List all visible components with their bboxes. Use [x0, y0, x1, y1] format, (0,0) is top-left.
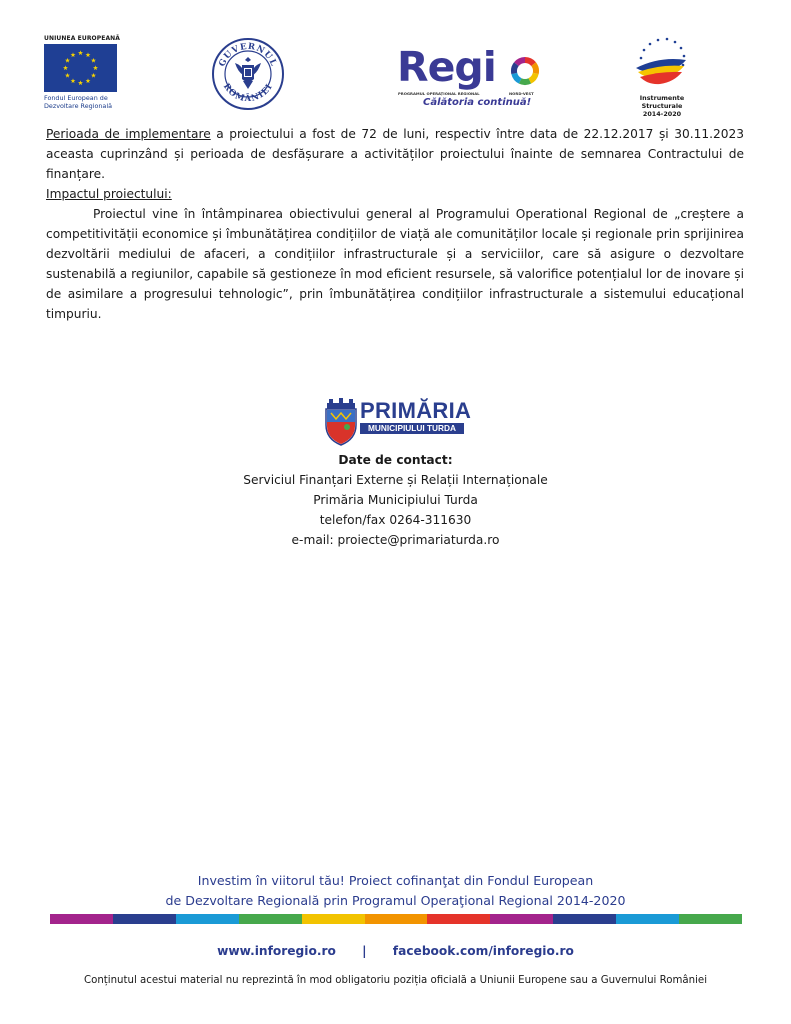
eu-star-icon — [86, 78, 91, 83]
eu-caption — [44, 94, 124, 110]
primaria-title: PRIMĂRIA — [360, 398, 472, 423]
eu-flag-icon — [44, 44, 117, 92]
stripe-segment — [113, 914, 176, 924]
stripe-segment — [490, 914, 553, 924]
instrumente-structurale-logo — [620, 34, 704, 118]
impact-heading: Impactul proiectului: — [46, 187, 172, 201]
eu-star-icon — [86, 52, 91, 57]
romania-coat-of-arms-icon — [211, 37, 285, 111]
stripe-segment — [365, 914, 428, 924]
stripe-segment — [50, 914, 113, 924]
footer-color-stripe — [50, 914, 742, 924]
regio-ring-segment — [514, 64, 516, 73]
eu-star-icon — [93, 65, 98, 70]
stripe-segment — [616, 914, 679, 924]
regio-ring-segment — [530, 73, 536, 80]
structural-instruments-emblem-icon — [620, 34, 704, 94]
eu-star-icon — [78, 80, 83, 85]
primaria-subtitle: MUNICIPIULUI TURDA — [360, 423, 464, 434]
contact-institution: Primăria Municipiului Turda — [313, 493, 478, 507]
primaria-turda-logo — [323, 397, 472, 447]
footer-slogan-line2: de Dezvoltare Regională prin Programul Operaţional Regional 2014-2020 — [165, 893, 626, 908]
eu-star-icon — [63, 65, 68, 70]
regio-color-ring-icon — [510, 56, 540, 86]
regio-ring-segment — [516, 60, 525, 64]
eu-caption-line2: Dezvoltare Regională — [44, 102, 113, 110]
eu-star-icon — [91, 73, 96, 78]
eu-star-icon — [65, 73, 70, 78]
footer-slogan-line1: Investim în viitorul tău! Proiect cofinanţat din Fondul European — [197, 873, 594, 888]
implementation-period-text: a proiectului a fost de 72 de luni, respectiv între data de 22.12.2017 și 30.11.2023 aceasta cuprinzând și perioada de desfășurare a activităților proiectului înainte de semnarea Contractului de finanțare. — [46, 127, 744, 181]
eu-stars-icon — [44, 44, 117, 92]
regio-ring-segment — [534, 64, 536, 73]
eu-star-icon — [91, 58, 96, 63]
eu-star-icon — [78, 50, 83, 55]
instrumente-caption-line1: Instrumente Structurale — [639, 94, 685, 110]
stripe-segment — [176, 914, 239, 924]
regio-ring-segment — [525, 60, 534, 64]
footer-link-separator: | — [362, 944, 367, 958]
stripe-segment — [239, 914, 302, 924]
eu-top-label: UNIUNEA EUROPEANĂ — [44, 35, 121, 42]
implementation-period-paragraph — [46, 124, 744, 184]
inforegio-website-link[interactable]: www.inforegio.ro — [217, 944, 336, 958]
eu-star-icon — [71, 52, 76, 57]
regio-tagline: Călătoria continuă! — [423, 97, 532, 108]
stripe-segment — [553, 914, 616, 924]
government-seal-logo — [211, 37, 285, 111]
implementation-period-label: Perioada de implementare — [46, 127, 211, 141]
eu-star-icon — [65, 58, 70, 63]
eu-caption-line1: Fondul European de — [44, 94, 108, 102]
regio-region-label: NORD-VEST — [509, 91, 534, 96]
regio-ring-segment — [520, 81, 530, 82]
instrumente-caption — [620, 94, 704, 118]
regio-program-label: PROGRAMUL OPERAȚIONAL REGIONAL — [398, 91, 480, 96]
seal-top-text: GUVERNUL — [217, 41, 279, 69]
regio-wordmark: Regi — [397, 43, 496, 91]
instrumente-caption-line2: 2014-2020 — [642, 110, 682, 118]
contact-phone: telefon/fax 0264-311630 — [319, 513, 472, 527]
contact-heading: Date de contact: — [338, 453, 453, 467]
regio-ring-segment — [514, 73, 520, 80]
eu-logo — [44, 35, 124, 110]
contact-department: Serviciul Finanțari Externe și Relații Internaționale — [243, 473, 548, 487]
footer-links — [100, 944, 691, 958]
stripe-segment — [302, 914, 365, 924]
stripe-segment — [427, 914, 490, 924]
footer-disclaimer: Conținutul acestui material nu reprezintă în mod obligatoriu poziția oficială a Uniunii Europene sau a Guvernului României — [83, 975, 708, 986]
impact-paragraph: Proiectul vine în întâmpinarea obiectivului general al Programului Operational Regional de „creștere a competitivității economice și îmbunătățirea condițiilor de viață ale comunităților locale și regionale prin sprijinirea dezvoltării mediului de afaceri, a condițiilor infrastructurale și a serviciilor, care să asigure o dezvoltare sustenabilă a regiunilor, capabile să gestioneze în mod eficient resursele, să valorifice potențialul lor de inovare și de asimilare a progresului tehnologic”, prin îmbunătățirea condițiilor infrastructurale a sistemului educațional timpuriu. — [46, 207, 744, 321]
contact-email: e-mail: proiecte@primariaturda.ro — [291, 533, 500, 547]
seal-bottom-text: ROMÂNIEI — [220, 81, 276, 105]
regio-logo — [397, 43, 547, 112]
turda-coat-of-arms-icon — [323, 397, 359, 447]
stripe-segment — [679, 914, 742, 924]
inforegio-facebook-link[interactable]: facebook.com/inforegio.ro — [392, 944, 574, 958]
eu-star-icon — [71, 78, 76, 83]
